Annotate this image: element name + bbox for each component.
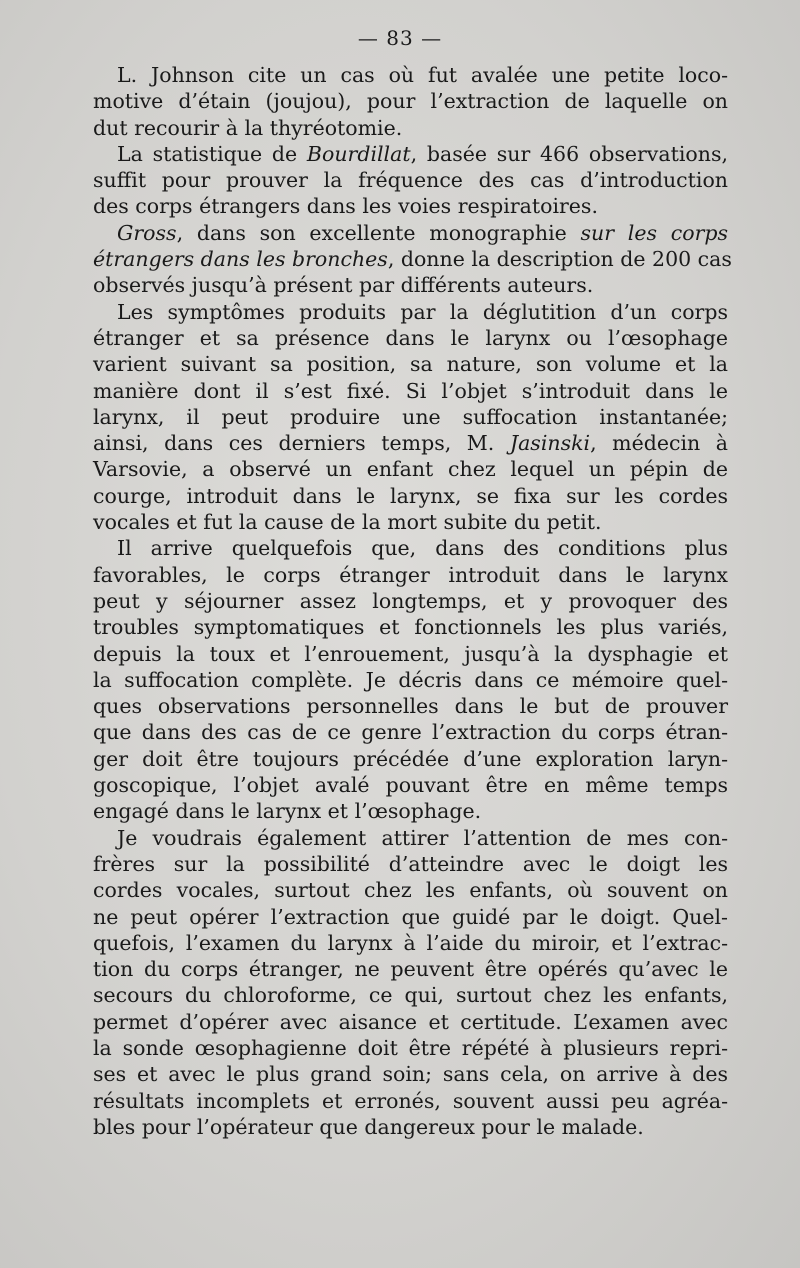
text-line: Il arrive quelquefois que, dans des conditions plus <box>117 536 728 561</box>
text-line: Varsovie, a observé un enfant chez lequel un pépin de <box>93 457 728 482</box>
paragraph-il-arrive <box>93 535 728 824</box>
text-line: Je voudrais également attirer l’attention de mes con- <box>117 825 728 850</box>
text-line: depuis la toux et l’enrouement, jusqu’à la dysphagie et <box>93 641 728 666</box>
paragraph-je-voudrais <box>93 825 728 1141</box>
text-line: étranger et sa présence dans le larynx ou l’œsophage <box>93 325 728 350</box>
page-number: — 83 — <box>357 26 443 50</box>
text-line: Les symptômes produits par la déglutition d’un corps <box>117 299 728 324</box>
text-line: ainsi, dans ces derniers temps, M. Jasinski, médecin à <box>93 431 728 456</box>
paragraph-gross <box>93 220 732 299</box>
text-line: goscopique, l’objet avalé pouvant être en même temps <box>93 773 728 798</box>
text-line: vocales et fut la cause de la mort subite du petit. <box>93 510 602 535</box>
text-line: ses et avec le plus grand soin; sans cela, on arrive à des <box>93 1062 728 1087</box>
text-line: ne peut opérer l’extraction que guidé par le doigt. Quel- <box>93 904 728 929</box>
text-line: que dans des cas de ce genre l’extraction du corps étran- <box>93 720 728 745</box>
text-line: Gross, dans son excellente monographie sur les corps <box>117 220 729 245</box>
text-line: résultats incomplets et erronés, souvent aussi peu agréa- <box>93 1088 728 1113</box>
text-line: tion du corps étranger, ne peuvent être opérés qu’avec le <box>93 957 728 982</box>
text-line: permet d’opérer avec aisance et certitude. L’examen avec <box>93 1009 728 1034</box>
text-line: larynx, il peut produire une suffocation instantanée; <box>93 404 728 429</box>
text-line: manière dont il s’est fixé. Si l’objet s’introduit dans le <box>93 378 728 403</box>
text-line: ques observations personnelles dans le but de prouver <box>93 694 728 719</box>
text-line: motive d’étain (joujou), pour l’extraction de laquelle on <box>93 89 728 114</box>
text-line: la suffocation complète. Je décris dans ce mémoire quel- <box>93 667 728 692</box>
text-line: frères sur la possibilité d’atteindre avec le doigt les <box>93 851 728 876</box>
text-line: peut y séjourner assez longtemps, et y provoquer des <box>93 588 728 613</box>
text-line: quefois, l’examen du larynx à l’aide du miroir, et l’extrac- <box>93 930 728 955</box>
text-line: dut recourir à la thyréotomie. <box>93 115 403 140</box>
paragraph-bourdillat <box>93 141 728 220</box>
text-line: cordes vocales, surtout chez les enfants, où souvent on <box>93 878 728 903</box>
text-line: observés jusqu’à présent par différents auteurs. <box>93 273 594 298</box>
text-line: suffit pour prouver la fréquence des cas d’introduction <box>93 168 728 193</box>
paragraph-symptomes <box>93 299 728 536</box>
text-line: engagé dans le larynx et l’œsophage. <box>93 799 482 824</box>
text-line: des corps étrangers dans les voies respiratoires. <box>93 194 598 219</box>
text-line: étrangers dans les bronches, donne la description de 200 cas <box>93 247 732 272</box>
paragraph-johnson <box>93 62 728 141</box>
text-line: favorables, le corps étranger introduit dans le larynx <box>93 562 728 587</box>
text-line: troubles symptomatiques et fonctionnels les plus variés, <box>93 615 728 640</box>
text-line: L. Johnson cite un cas où fut avalée une petite loco- <box>117 63 728 87</box>
text-line: bles pour l’opérateur que dangereux pour le malade. <box>93 1114 644 1139</box>
text-line: la sonde œsophagienne doit être répété à plusieurs repri- <box>93 1035 728 1060</box>
text-line: secours du chloroforme, ce qui, surtout chez les enfants, <box>93 983 728 1008</box>
text-line: varient suivant sa position, sa nature, son volume et la <box>93 352 728 377</box>
text-line: La statistique de Bourdillat, basée sur 466 observations, <box>117 141 728 166</box>
text-line: ger doit être toujours précédée d’une exploration laryn- <box>93 746 728 771</box>
text-line: courge, introduit dans le larynx, se fixa sur les cordes <box>93 483 728 508</box>
body-text <box>93 62 732 1140</box>
